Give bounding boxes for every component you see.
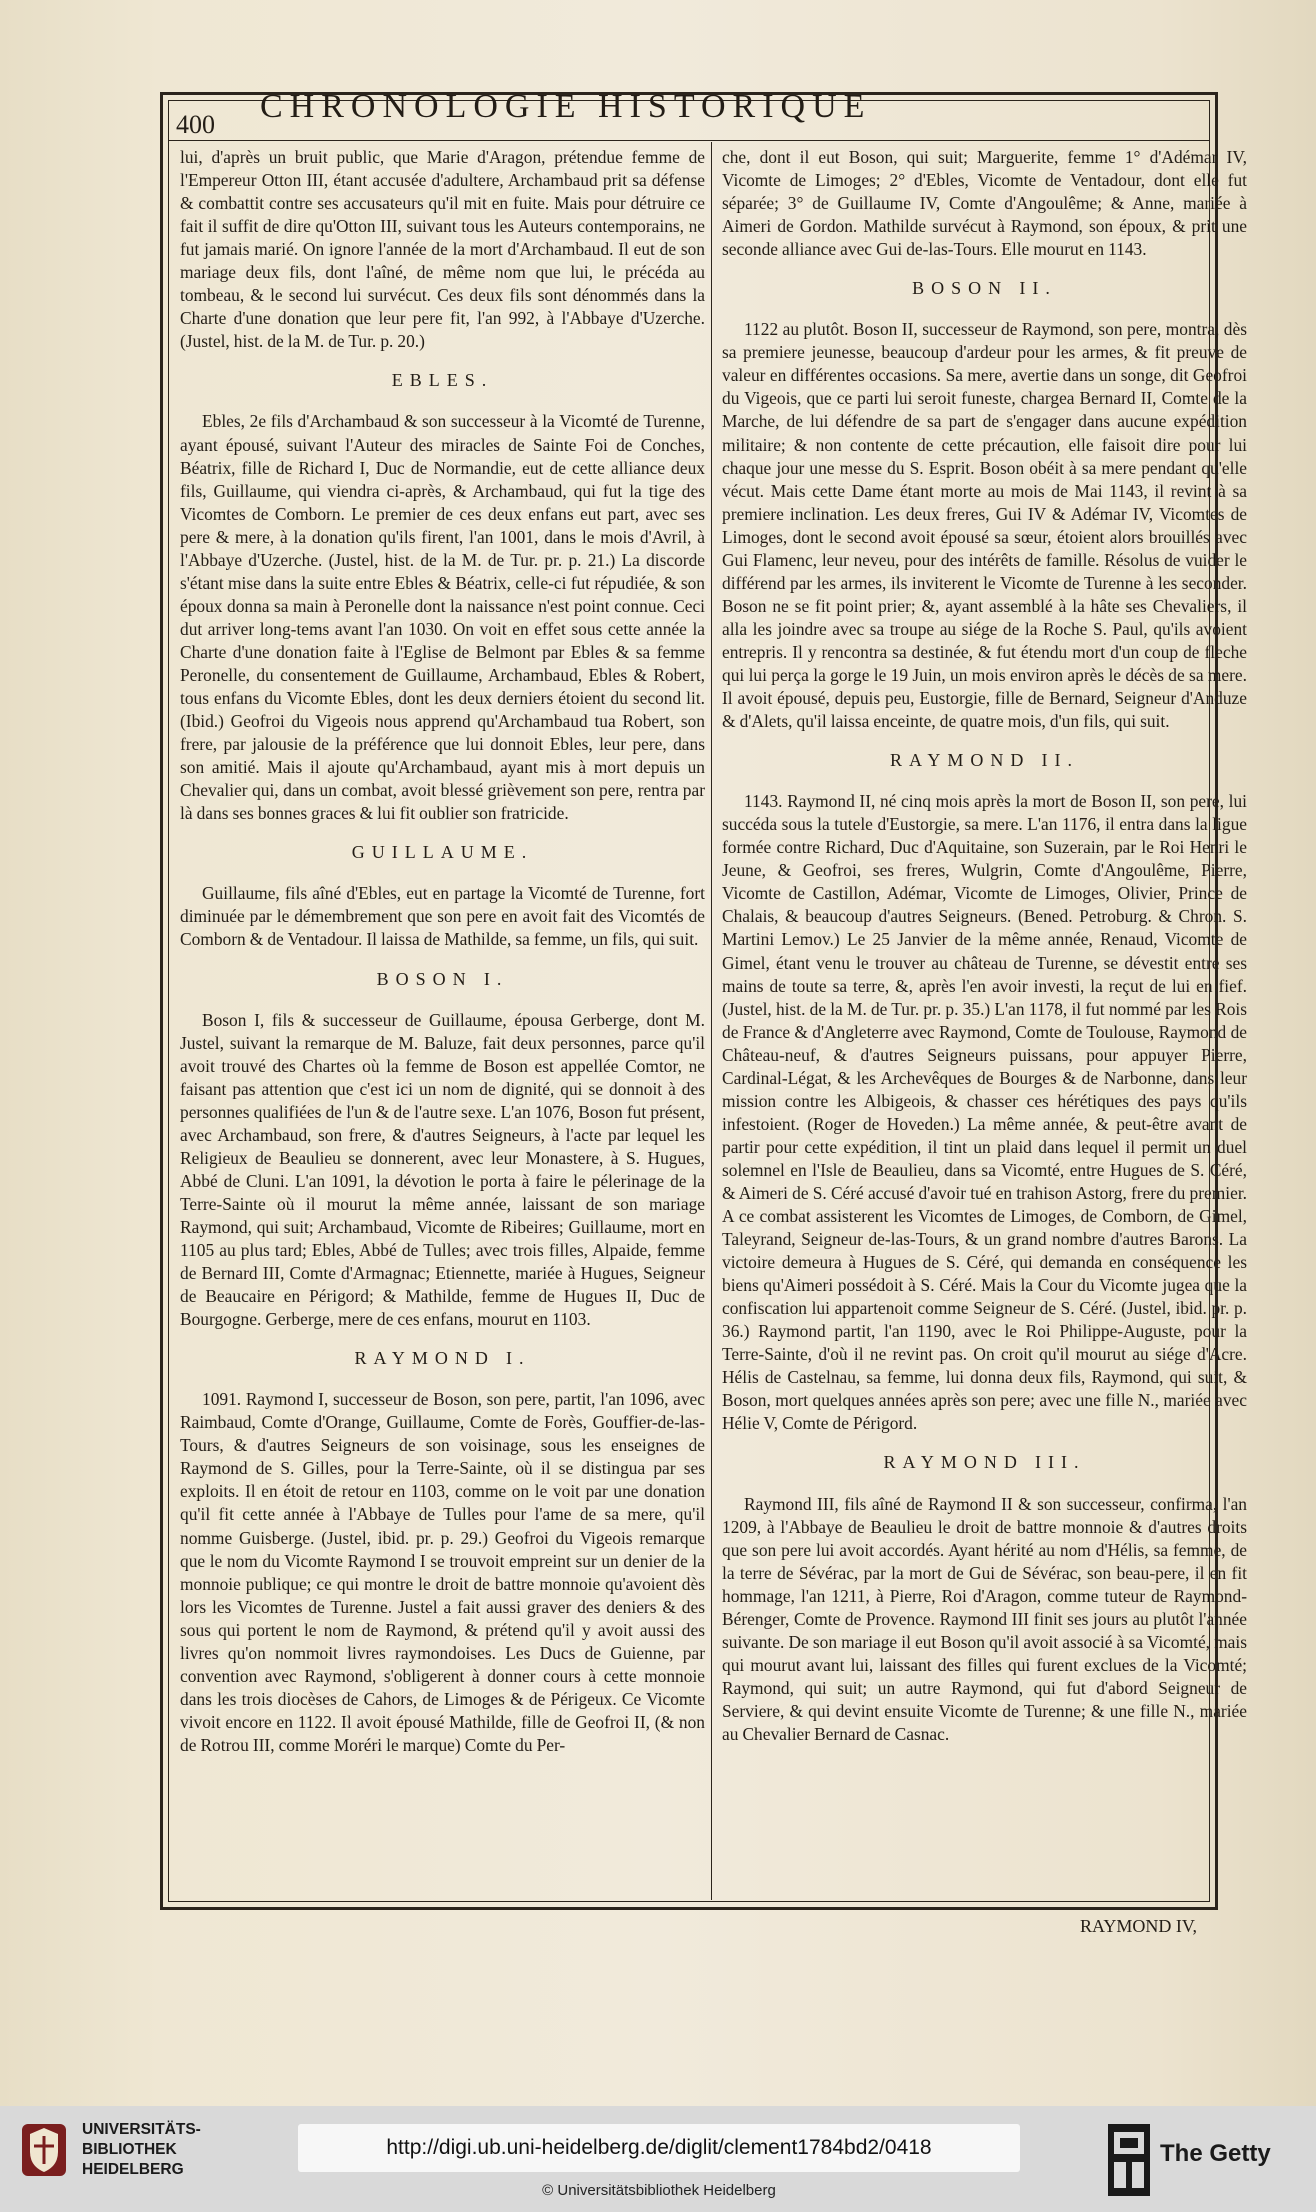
sponsor-name: The Getty bbox=[1160, 2140, 1271, 2167]
library-name: UNIVERSITÄTS-BIBLIOTHEK HEIDELBERG bbox=[82, 2121, 201, 2178]
catchword: RAYMOND IV, bbox=[1080, 1916, 1198, 1936]
getty-logo-icon bbox=[1108, 2124, 1150, 2196]
copyright-notice: © Universitätsbibliothek Heidelberg bbox=[542, 2182, 776, 2199]
university-seal-icon bbox=[16, 2118, 72, 2182]
section-heading: RAYMOND III. bbox=[883, 1452, 1086, 1473]
paragraph: 1143. Raymond II, né cinq mois après la mort de Boson II, son pere, lui succéda sous la tutele d'Eustorgie, sa mere. L'an 1176, il entra dans la ligue formée contre Richard, Duc d'Aquitaine, son Suzerain, par le Roi Henri le Jeune, & Geofroi, ses freres, Wulgrin, Comte d'Angoulême, Pierre, Vicomte de Castillon, Adémar, Vicomte de Limoges, Olivier, Prince de Chalais, & beaucoup d'autres Seigneurs. (Bened. Petroburg. & Chron. S. Martini Lemov.) Le 25 Janvier de la même année, Renaud, Vicomte de Gimel, étant venu le trouver au château de Turenne, se dévestit entre ses mains de toute sa terre, &, après l'en avoir investi, la reçut de lui en fief. (Justel, hist. de la M. de Tur. pr. p. 35.) L'an 1178, il fut nommé par les Rois de France & d'Angleterre avec Raymond, Comte de Toulouse, Raymond de Château-neuf, & d'autres Seigneurs puissans, pour appuyer Pierre, Cardinal-Légat, & les Archevêques de Bourges & de Narbonne, dans leur mission contre les Albigeois, & chasser ces hérétiques des pays qu'ils infestoient. (Roger de Hoveden.) La même année, & peut-être avant de partir pour cette expédition, il tint un plaid dans lequel il permit un duel solemnel en l'Isle de Beaulieu, dans sa Vicomté, entre Hugues de S. Céré, & Aimeri de S. Céré accusé d'avoir tué en trahison Astorg, frere du premier. A ce combat assisterent les Vicomtes de Limoges, de Comborn, de Gimel, Taleyrand, Seigneur de-las-Tours, & un grand nombre d'autres Barons. La victoire demeura à Hugues de S. Céré, qui demanda en conséquence les biens qu'Aimeri possédoit à S. Céré. Mais la Cour du Vicomte jugea que la confiscation lui appartenoit comme Seigneur de S. Céré. (Justel, ibid. pr. p. 36.) Raymond partit, l'an 1190, avec le Roi Philippe-Auguste, pour la Terre-Sainte, d'où il ne revint pas. On croit qu'il mourut au siége d'Acre. Hélis de Castelnau, sa femme, lui donna deux fils, Raymond, qui suit, & Boson, mort quelques années après son pere; avec une fille N., mariée avec Hélie V, Comte de Périgord. bbox=[722, 791, 1247, 1434]
paragraph: Ebles, 2e fils d'Archambaud & son successeur à la Vicomté de Turenne, ayant épousé, suivant l'Auteur des miracles de Sainte Foi de Conches, Béatrix, fille de Richard I, Duc de Normandie, eut de cette alliance deux fils, Guillaume, qui viendra ci-après, & Archambaud, qui fut la tige des Vicomtes de Comborn. Le premier de ces deux enfans eut part, avec ses pere & mere, à la donation qu'ils firent, l'an 1001, dans le mois d'Avril, à l'Abbaye d'Uzerche. (Justel, hist. de la M. de Tur. pr. p. 21.) La discorde s'étant mise dans la suite entre Ebles & Béatrix, celle-ci fut répudiée, & son époux donna sa main à Peronelle dont la naissance n'est point connue. Ceci dut arriver long-tems avant l'an 1030. On voit en effet sous cette année la Charte d'une donation faite à l'Eglise de Belmont par Ebles & sa femme Peronelle, du consentement de Guillaume, Archambaud, Ebles & Robert, tous enfans du Vicomte Ebles, dont les deux derniers étoient du second lit. (Ibid.) Geofroi du Vigeois nous apprend qu'Archambaud tua Robert, son frere, par jalousie de la préférence que lui donnoit Ebles, leur pere, dans son amitié. Mais il ajoute qu'Archambaud, ayant mis à mort depuis un Chevalier qui, dans un combat, avoit blessé grièvement son pere, rentra par là dans ses bonnes graces & lui fit oublier son fratricide. bbox=[180, 411, 705, 824]
paragraph: 1122 au plutôt. Boson II, successeur de Raymond, son pere, montra, dès sa premiere jeunesse, beaucoup d'ardeur pour les armes, & fit preuve de valeur en différentes occasions. Sa mere, avertie dans un songe, dit Geofroi du Vigeois, que ce parti lui seroit funeste, chargea Bernard II, Comte de la Marche, de lui défendre de sa part de s'engager dans aucune expédition militaire; & non contente de cette précaution, elle faisoit dire pour lui chaque jour une messe du S. Esprit. Boson obéit à sa mere pendant qu'elle vécut. Mais cette Dame étant morte au mois de Mai 1143, il revint à sa premiere inclination. Les deux freres, Gui IV & Adémar IV, Vicomtes de Limoges, dont le second avoit épousé sa sœur, étoient alors brouillés avec Gui Flamenc, leur neveu, pour des intérêts de famille. Résolus de vuider le différend par les armes, ils inviterent le Vicomte de Turenne à les seconder. Boson ne se fit point prier; &, ayant assemblé à la hâte ses Chevaliers, il alla les joindre avec sa troupe au siége de la Roche S. Paul, qu'ils avoient entrepris. Il y rencontra sa destinée, & fut étendu mort d'un coup de fleche qui lui perça la gorge le 19 Juin, un mois environ après le décès de sa mere. Il avoit épousé, depuis peu, Eustorgie, fille de Bernard, Seigneur d'Anduze & d'Alets, qu'il laissa enceinte, de quatre mois, d'un fils, qui suit. bbox=[722, 319, 1247, 732]
paragraph: che, dont il eut Boson, qui suit; Marguerite, femme 1° d'Adémar IV, Vicomte de Limoges; 2° d'Ebles, Vicomte de Ventadour, dont elle fut séparée; 3° de Guillaume IV, Comte d'Angoulême; & Anne, mariée à Aimeri de Gordon. Mathilde survécut à Raymond, son époux, & prit une seconde alliance avec Gui de-las-Tours. Elle mourut en 1143. bbox=[722, 147, 1247, 260]
running-title: CHRONOLOGIE HISTORIQUE bbox=[260, 88, 872, 125]
paragraph: Boson I, fils & successeur de Guillaume, épousa Gerberge, dont M. Justel, suivant la remarque de M. Baluze, fait deux personnes, parce qu'il avoit trouvé des Chartes où la femme de Boson est appellée Comtor, ne faisant pas attention que c'est ici un nom de dignité, qui se donnoit à des personnes qualifiées de l'un & de l'autre sexe. L'an 1076, Boson fut présent, avec Archambaud, son frere, & d'autres Seigneurs, à l'acte par lequel les Religieux de Beaulieu se donnerent, avec leur Monastere, à S. Hugues, Abbé de Cluni. L'an 1091, la dévotion le porta à faire le pélerinage de la Terre-Sainte où il mourut la même année, laissant de son mariage Raymond, qui suit; Archambaud, Vicomte de Ribeires; Guillaume, mort en 1105 au plus tard; Ebles, Abbé de Tulles; avec trois filles, Alpaide, femme de Bernard III, Comte d'Armagnac; Etiennette, mariée à Hugues, Seigneur de Beaucaire en Périgord; & Mathilde, femme de Hugues II, Duc de Bourgogne. Gerberge, mere de ces enfans, mourut en 1103. bbox=[180, 1009, 705, 1330]
paragraph: Guillaume, fils aîné d'Ebles, eut en partage la Vicomté de Turenne, fort diminuée par le démembrement que son pere en avoit fait des Vicomtés de Comborn & de Ventadour. Il laissa de Mathilde, sa femme, un fils, qui suit. bbox=[180, 883, 705, 950]
section-heading: RAYMOND II. bbox=[889, 750, 1080, 771]
paragraph: 1091. Raymond I, successeur de Boson, son pere, partit, l'an 1096, avec Raimbaud, Comte d'Orange, Guillaume, Comte de Forès, Gouffier-de-las-Tours, & d'autres Seigneurs de son voisinage, sous les enseignes de Raymond de S. Gilles, pour la Terre-Sainte, où il se distingua par ses exploits. Il en étoit de retour en 1103, comme on le voit par une donation qu'il fit cette année à l'Abbaye de Tulles pour l'ame de sa mere, qu'il nomme Guisberge. (Justel, ibid. pr. p. 29.) Geofroi du Vigeois remarque que le nom du Vicomte Raymond I se trouvoit empreint sur un denier de la monnoie publique; ce qui montre le droit de battre monnoie qu'avoient dès lors les Vicomtes de Turenne. Justel a fait aussi graver des deniers & des sous qui portent le nom de Raymond, & prétend qu'il y avoit aussi des livres qu'on nommoit livres raymondoises. Les Ducs de Guienne, par convention avec Raymond, s'obligerent à donner cours à cette monnoie dans les trois diocèses de Cahors, de Limoges & de Périgeux. Ce Vicomte vivoit encore en 1122. Il avoit épousé Mathilde, fille de Geofroi II, (& non de Rotrou III, comme Moréri le marque) Comte du Per- bbox=[180, 1389, 705, 1755]
section-heading: RAYMOND I. bbox=[354, 1348, 531, 1369]
right-column bbox=[722, 146, 1247, 1748]
section-heading: BOSON II. bbox=[912, 278, 1057, 299]
paragraph: lui, d'après un bruit public, que Marie d'Aragon, prétendue femme de l'Empereur Otton III, étant accusée d'adultere, Archambaud prit sa défense & combattit contre ses accusateurs qu'il mit en fuite. Mais pour détruire ce fait il suffit de dire qu'Otton III, suivant tous les Auteurs contemporains, ne fut jamais marié. On ignore l'année de la mort d'Archambaud. Il eut de son mariage deux fils, dont l'aîné, de même nom que lui, le précéda au tombeau, & le second lui survécut. Ces deux fils sont dénommés dans la Charte d'une donation que leur pere fit, l'an 992, à l'Abbaye d'Uzerche. (Justel, hist. de la M. de Tur. p. 20.) bbox=[180, 147, 705, 352]
left-column bbox=[180, 146, 705, 1759]
header-rule bbox=[168, 140, 1210, 141]
page-number: 400 bbox=[176, 110, 215, 139]
section-heading: GUILLAUME. bbox=[351, 842, 534, 863]
column-divider bbox=[711, 142, 712, 1900]
section-heading: EBLES. bbox=[391, 370, 494, 391]
viewer-footer bbox=[0, 2106, 1316, 2212]
section-heading: BOSON I. bbox=[376, 968, 509, 989]
permalink-url[interactable]: http://digi.ub.uni-heidelberg.de/diglit/clement1784bd2/0418 bbox=[298, 2124, 1020, 2172]
paragraph: Raymond III, fils aîné de Raymond II & son successeur, confirma, l'an 1209, à l'Abbaye de Beaulieu le droit de battre monnoie & d'autres droits que son pere lui avoit accordés. Ayant hérité au nom d'Hélis, sa femme, de la terre de Sévérac, par la mort de Gui de Sévérac, son beau-pere, il en fit hommage, l'an 1211, à Pierre, Roi d'Aragon, comme tuteur de Raymond-Bérenger, Comte de Provence. Raymond III finit ses jours au plutôt l'année suivante. De son mariage il eut Boson qu'il avoit associé à sa Vicomté, mais qui mourut avant lui, laissant des filles qui furent exclues de la Vicomté; Raymond, qui suit; un autre Raymond, qui fut d'abord Seigneur de Serviere, & qui devint ensuite Vicomte de Turenne; & une fille N., mariée au Chevalier Bernard de Casnac. bbox=[722, 1493, 1247, 1744]
